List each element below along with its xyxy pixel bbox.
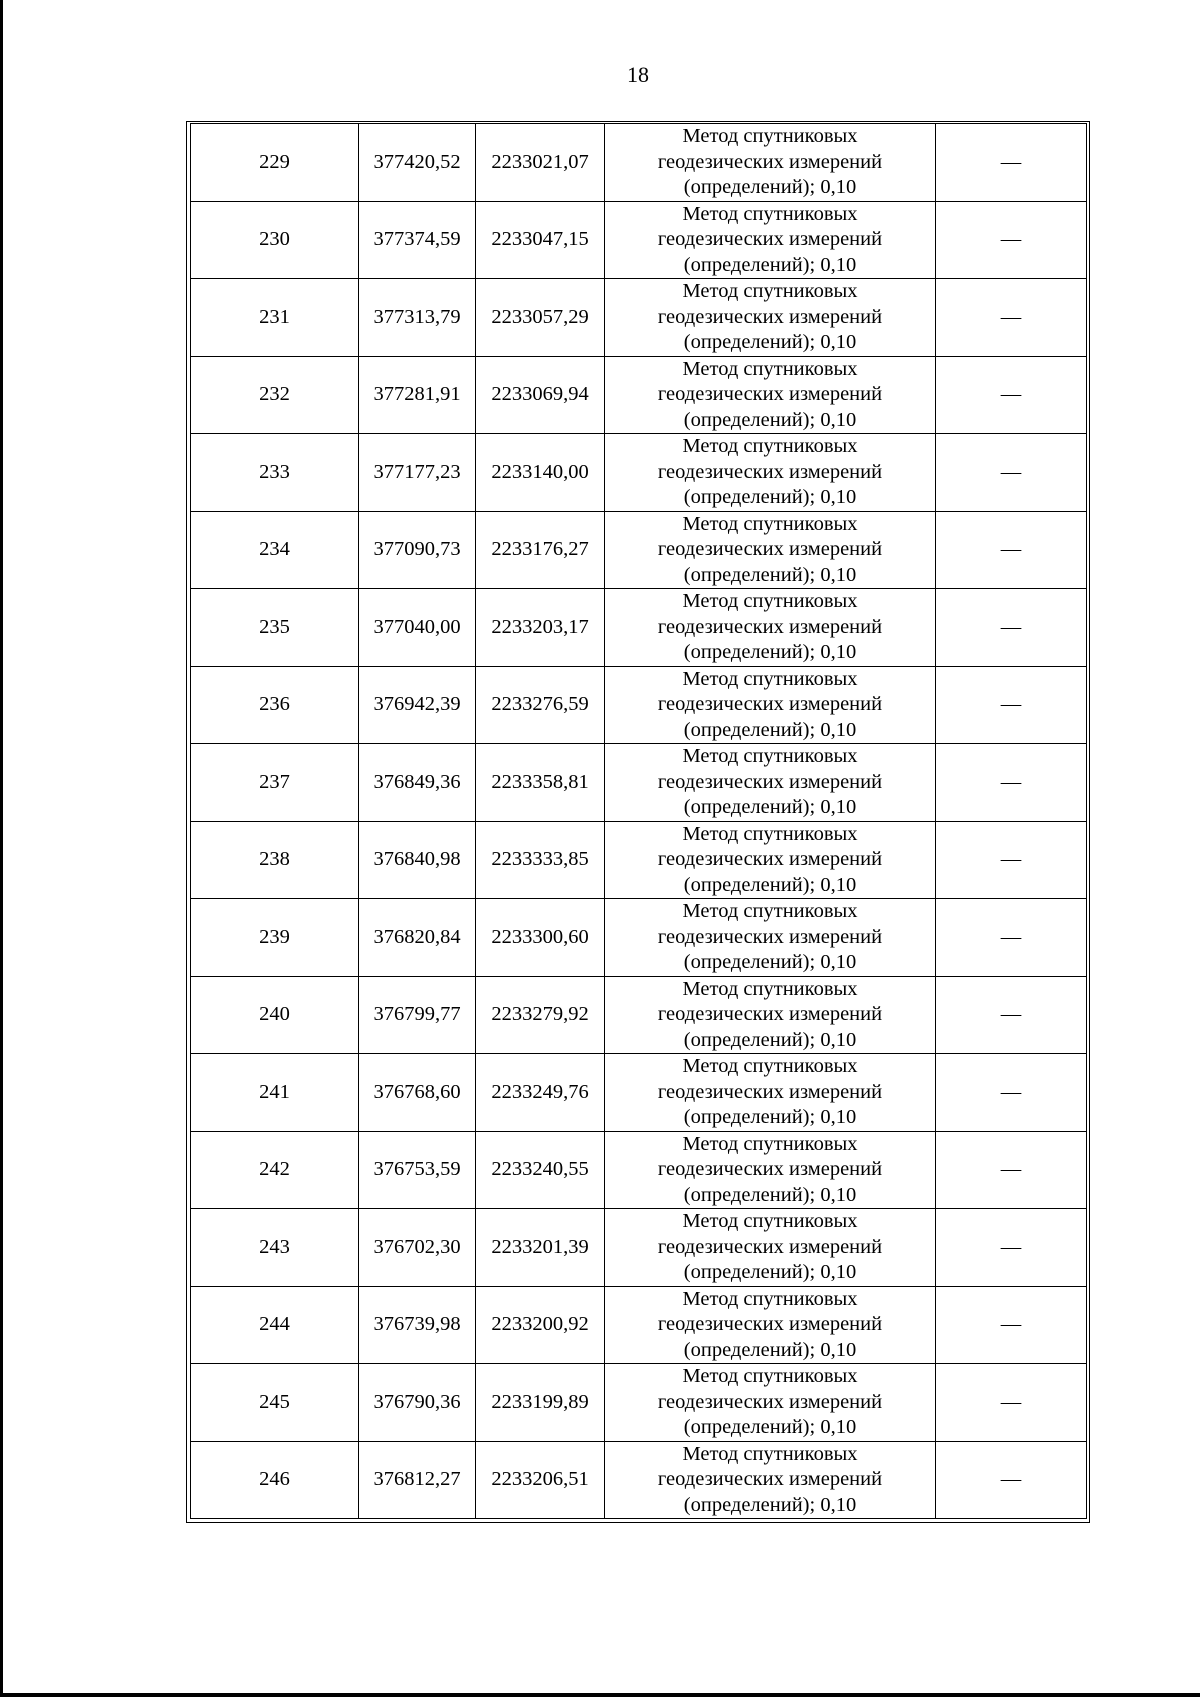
method-text-line: Метод спутниковых [682,512,858,535]
point-number-cell: 232 [191,356,359,434]
method-text-line: Метод спутниковых [682,822,858,845]
method-accuracy-cell [605,744,936,822]
table-row [191,1286,1087,1364]
point-number-cell: 240 [191,976,359,1054]
y-coordinate-cell: 2233057,29 [476,279,605,357]
method-text-line: (определений); 0,10 [683,1338,857,1361]
method-text-line: геодезических измерений [657,848,883,870]
table-row [191,744,1087,822]
method-accuracy-cell [605,1131,936,1209]
method-text-line: (определений); 0,10 [683,1416,857,1438]
y-coordinate-cell: 2233206,51 [476,1441,605,1519]
description-cell: — [936,1131,1087,1209]
y-coordinate-cell: 2233021,07 [476,124,605,202]
point-number-cell: 229 [191,124,359,202]
description-cell: — [936,899,1087,977]
method-text-line: геодезических измерений [657,1468,883,1490]
table-row [191,279,1087,357]
table-row [191,511,1087,589]
coordinates-table-body [191,124,1087,1519]
description-cell: — [936,589,1087,667]
method-text-line: Метод спутниковых [682,125,858,147]
table-row [191,1054,1087,1132]
method-accuracy-cell [605,1441,936,1519]
table-row [191,201,1087,279]
point-number-cell: 244 [191,1286,359,1364]
method-text-line: геодезических измерений [657,383,883,405]
x-coordinate-cell: 377177,23 [359,434,476,512]
y-coordinate-cell: 2233333,85 [476,821,605,899]
method-text-line: геодезических измерений [657,1390,883,1413]
coordinates-table [190,123,1087,1519]
table-row [191,1441,1087,1519]
y-coordinate-cell: 2233199,89 [476,1364,605,1442]
point-number-cell: 241 [191,1054,359,1132]
method-text-line: геодезических измерений [657,1080,883,1103]
y-coordinate-cell: 2233069,94 [476,356,605,434]
method-text-line: геодезических измерений [657,1003,883,1025]
description-cell: — [936,1441,1087,1519]
description-cell: — [936,434,1087,512]
method-text-line: Метод спутниковых [682,357,858,380]
x-coordinate-cell: 377281,91 [359,356,476,434]
point-number-cell: 238 [191,821,359,899]
y-coordinate-cell: 2233279,92 [476,976,605,1054]
page-number: 18 [627,62,649,87]
table-row [191,899,1087,977]
x-coordinate-cell: 376739,98 [359,1286,476,1364]
method-text-line: геодезических измерений [657,693,883,715]
method-text-line: (определений); 0,10 [683,796,857,818]
x-coordinate-cell: 376812,27 [359,1441,476,1519]
method-text-line: (определений); 0,10 [683,408,857,431]
table-row [191,589,1087,667]
y-coordinate-cell: 2233201,39 [476,1209,605,1287]
method-text-line: геодезических измерений [657,228,883,250]
method-accuracy-cell [605,1054,936,1132]
point-number-cell: 234 [191,511,359,589]
x-coordinate-cell: 377090,73 [359,511,476,589]
x-coordinate-cell: 376942,39 [359,666,476,744]
x-coordinate-cell: 376849,36 [359,744,476,822]
method-text-line: (определений); 0,10 [683,1028,857,1051]
method-text-line: (определений); 0,10 [683,486,857,508]
method-text-line: геодезических измерений [657,150,883,173]
y-coordinate-cell: 2233176,27 [476,511,605,589]
method-accuracy-cell [605,434,936,512]
y-coordinate-cell: 2233300,60 [476,899,605,977]
method-text-line: (определений); 0,10 [683,641,857,663]
description-cell: — [936,1054,1087,1132]
y-coordinate-cell: 2233200,92 [476,1286,605,1364]
method-text-line: (определений); 0,10 [683,1106,857,1128]
method-text-line: Метод спутниковых [682,1442,858,1465]
description-cell: — [936,666,1087,744]
scan-left-edge [0,0,3,1697]
y-coordinate-cell: 2233240,55 [476,1131,605,1209]
x-coordinate-cell: 376799,77 [359,976,476,1054]
method-text-line: геодезических измерений [657,1235,883,1258]
method-accuracy-cell [605,821,936,899]
method-text-line: Метод спутниковых [682,977,858,1000]
method-text-line: геодезических измерений [657,460,883,483]
description-cell: — [936,821,1087,899]
description-cell: — [936,356,1087,434]
method-text-line: Метод спутниковых [682,590,858,612]
table-row [191,821,1087,899]
method-accuracy-cell [605,201,936,279]
method-text-line: Метод спутниковых [682,1055,858,1077]
description-cell: — [936,1286,1087,1364]
x-coordinate-cell: 376820,84 [359,899,476,977]
method-text-line: (определений); 0,10 [683,951,857,973]
method-text-line: геодезических измерений [657,615,883,638]
x-coordinate-cell: 376790,36 [359,1364,476,1442]
point-number-cell: 243 [191,1209,359,1287]
method-accuracy-cell [605,1286,936,1364]
point-number-cell: 233 [191,434,359,512]
table-row [191,1209,1087,1287]
table-row [191,356,1087,434]
method-text-line: (определений); 0,10 [683,873,857,896]
table-row [191,434,1087,512]
method-text-line: геодезических измерений [657,1313,883,1335]
point-number-cell: 239 [191,899,359,977]
point-number-cell: 230 [191,201,359,279]
method-accuracy-cell [605,899,936,977]
method-text-line: Метод спутниковых [682,1210,858,1232]
method-accuracy-cell [605,589,936,667]
method-text-line: Метод спутниковых [682,280,858,302]
method-text-line: геодезических измерений [657,538,883,560]
y-coordinate-cell: 2233276,59 [476,666,605,744]
method-text-line: геодезических измерений [657,1158,883,1180]
table-row [191,1131,1087,1209]
y-coordinate-cell: 2233047,15 [476,201,605,279]
method-text-line: Метод спутниковых [682,900,858,922]
point-number-cell: 237 [191,744,359,822]
y-coordinate-cell: 2233358,81 [476,744,605,822]
point-number-cell: 245 [191,1364,359,1442]
method-text-line: Метод спутниковых [682,1365,858,1387]
method-text-line: Метод спутниковых [682,202,858,225]
point-number-cell: 236 [191,666,359,744]
x-coordinate-cell: 377420,52 [359,124,476,202]
description-cell: — [936,201,1087,279]
method-accuracy-cell [605,1364,936,1442]
method-text-line: Метод спутниковых [682,1287,858,1310]
point-number-cell: 246 [191,1441,359,1519]
method-text-line: геодезических измерений [657,925,883,948]
description-cell: — [936,511,1087,589]
description-cell: — [936,279,1087,357]
method-accuracy-cell [605,511,936,589]
method-accuracy-cell [605,1209,936,1287]
x-coordinate-cell: 376753,59 [359,1131,476,1209]
x-coordinate-cell: 377374,59 [359,201,476,279]
x-coordinate-cell: 377313,79 [359,279,476,357]
point-number-cell: 235 [191,589,359,667]
description-cell: — [936,1364,1087,1442]
point-number-cell: 231 [191,279,359,357]
method-text-line: (определений); 0,10 [683,253,857,276]
y-coordinate-cell: 2233203,17 [476,589,605,667]
x-coordinate-cell: 376840,98 [359,821,476,899]
description-cell: — [936,976,1087,1054]
table-row [191,124,1087,202]
x-coordinate-cell: 376702,30 [359,1209,476,1287]
table-row [191,976,1087,1054]
method-accuracy-cell [605,279,936,357]
method-text-line: Метод спутниковых [682,745,858,767]
x-coordinate-cell: 377040,00 [359,589,476,667]
method-accuracy-cell [605,124,936,202]
scan-bottom-edge [0,1693,1200,1697]
y-coordinate-cell: 2233249,76 [476,1054,605,1132]
method-accuracy-cell [605,976,936,1054]
description-cell: — [936,1209,1087,1287]
description-cell: — [936,124,1087,202]
method-accuracy-cell [605,356,936,434]
method-text-line: (определений); 0,10 [683,1261,857,1283]
description-cell: — [936,744,1087,822]
point-number-cell: 242 [191,1131,359,1209]
method-text-line: (определений); 0,10 [683,1183,857,1206]
method-text-line: (определений); 0,10 [683,718,857,741]
method-text-line: (определений); 0,10 [683,563,857,586]
table-row [191,666,1087,744]
method-text-line: Метод спутниковых [682,667,858,690]
method-accuracy-cell [605,666,936,744]
method-text-line: Метод спутниковых [682,435,858,457]
y-coordinate-cell: 2233140,00 [476,434,605,512]
method-text-line: Метод спутниковых [682,1132,858,1155]
method-text-line: (определений); 0,10 [683,1493,857,1516]
x-coordinate-cell: 376768,60 [359,1054,476,1132]
table-row [191,1364,1087,1442]
method-text-line: геодезических измерений [657,305,883,328]
method-text-line: (определений); 0,10 [683,331,857,353]
method-text-line: геодезических измерений [657,770,883,793]
method-text-line: (определений); 0,10 [683,176,857,198]
